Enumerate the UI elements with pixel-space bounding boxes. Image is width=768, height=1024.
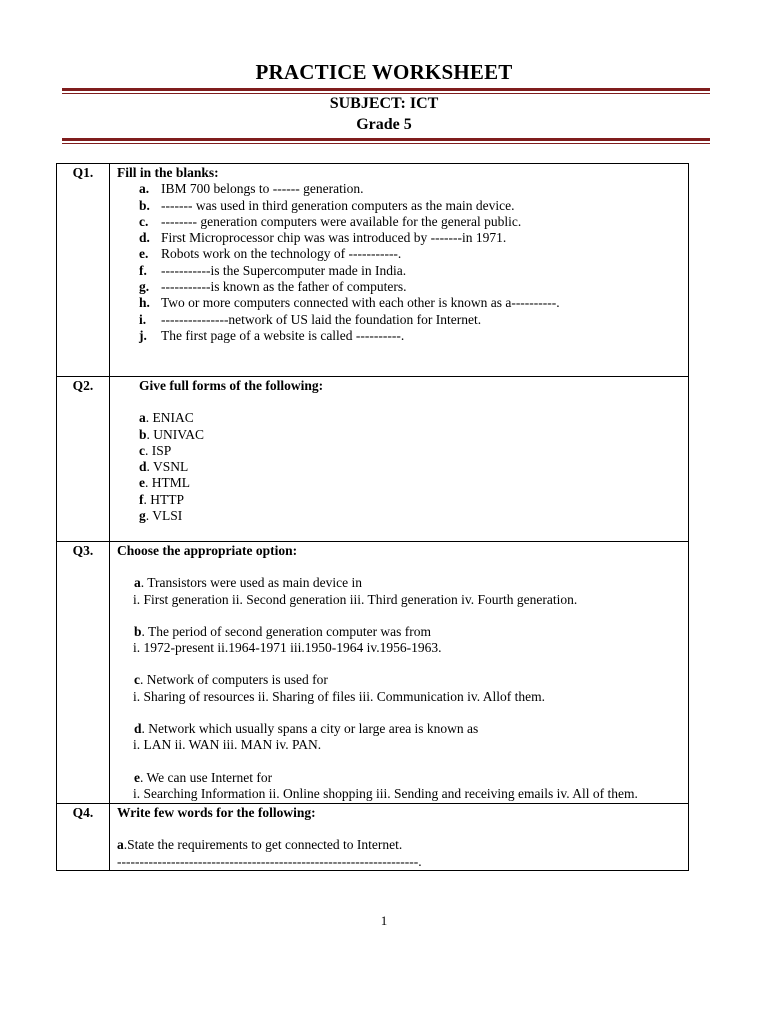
list-item: [117, 459, 682, 475]
mcq-options: i. First generation ii. Second generation iii. Third generation iv. Fourth generation.: [133, 591, 578, 607]
item-text: . UNIVAC: [146, 426, 205, 442]
item-text: . VLSI: [145, 508, 183, 524]
question-number: Q2.: [57, 377, 110, 542]
question-heading: Choose the appropriate option:: [117, 543, 298, 558]
spacer: [117, 608, 682, 624]
question-heading: Write few words for the following:: [117, 805, 316, 820]
list-item: [117, 328, 682, 344]
item-text: . HTTP: [143, 491, 184, 507]
item-letter: c: [139, 442, 145, 458]
mcq-question: [117, 721, 682, 737]
item-letter: e.: [139, 246, 149, 262]
list-item: [117, 475, 682, 491]
item-text: -----------is the Supercomputer made in India.: [161, 262, 407, 278]
question-body-q2: [110, 377, 689, 542]
item-letter: b.: [139, 197, 150, 213]
question-number: Q4.: [57, 804, 110, 871]
item-letter: e: [134, 769, 140, 785]
item-text: Robots work on the technology of -----------.: [161, 246, 402, 262]
item-letter: d: [139, 459, 147, 475]
mcq-question: [117, 672, 682, 688]
item-letter: c.: [139, 213, 149, 229]
full-forms-list: [117, 410, 682, 524]
item-letter: g: [139, 508, 146, 524]
item-text: . Network of computers is used for: [140, 672, 328, 688]
item-text: -------- generation computers were available for the general public.: [161, 213, 522, 229]
item-letter: j.: [139, 327, 147, 343]
item-text: The first page of a website is called ----------.: [161, 327, 405, 343]
list-item: [117, 214, 682, 230]
item-letter: f.: [139, 262, 147, 278]
item-text: First Microprocessor chip was was introduced by -------in 1971.: [161, 230, 507, 246]
fill-blanks-list: [117, 181, 682, 344]
item-text: IBM 700 belongs to ------ generation.: [161, 181, 364, 197]
mcq-list: [117, 575, 682, 802]
question-row-q4: [57, 804, 689, 871]
item-text: ------- was used in third generation computers as the main device.: [161, 197, 515, 213]
mcq-options: i. LAN ii. WAN iii. MAN iv. PAN.: [133, 737, 322, 753]
list-item: [117, 295, 682, 311]
item-letter: b: [134, 623, 142, 639]
list-item: [117, 508, 682, 524]
item-letter: e: [139, 475, 145, 491]
question-number: Q3.: [57, 542, 110, 804]
question-body-q3: [110, 542, 689, 804]
page-number: 1: [380, 913, 388, 928]
list-item: [117, 410, 682, 426]
item-letter: a.: [139, 181, 150, 197]
mcq-options: i. 1972-present ii.1964-1971 iii.1950-1964 iv.1956-1963.: [133, 640, 442, 656]
mcq-question: [117, 575, 682, 591]
mcq-question: [117, 624, 682, 640]
list-item: [117, 198, 682, 214]
list-item: [117, 279, 682, 295]
question-row-q2: [57, 377, 689, 542]
item-text: . ISP: [145, 442, 172, 458]
item-text: . Transistors were used as main device in: [140, 575, 362, 591]
worksheet-table: [56, 163, 689, 871]
question-row-q3: [57, 542, 689, 804]
subject-label: SUBJECT: ICT: [329, 95, 439, 112]
item-letter: a: [134, 575, 141, 591]
list-item: [117, 443, 682, 459]
item-letter: c: [134, 672, 140, 688]
item-letter: d.: [139, 230, 150, 246]
item-text: . The period of second generation computer was from: [141, 623, 432, 639]
spacer: [117, 754, 682, 770]
question-body-q4: [110, 804, 689, 871]
item-text: . ENIAC: [145, 410, 194, 426]
question-row-q1: [57, 164, 689, 377]
spacer: [117, 656, 682, 672]
title-divider: [62, 88, 710, 94]
header-divider: [62, 138, 710, 144]
mcq-options: i. Searching Information ii. Online shopping iii. Sending and receiving emails iv. All of them.: [133, 785, 638, 801]
list-item: [117, 427, 682, 443]
item-text: . HTML: [145, 475, 190, 491]
item-text: . We can use Internet for: [140, 769, 273, 785]
mcq-question: [117, 770, 682, 786]
item-text: Two or more computers connected with each other is known as a----------.: [161, 295, 560, 311]
item-letter: a: [139, 410, 146, 426]
spacer: [117, 705, 682, 721]
question-heading: Give full forms of the following:: [139, 378, 324, 393]
question-body-q1: [110, 164, 689, 377]
short-answer-item: [117, 837, 682, 853]
grade-label: Grade 5: [356, 116, 412, 133]
item-text: . VSNL: [146, 459, 189, 475]
question-number: Q1.: [57, 164, 110, 377]
list-item: [117, 246, 682, 262]
mcq-options: i. Sharing of resources ii. Sharing of files iii. Communication iv. Allof them.: [133, 688, 545, 704]
item-letter: b: [139, 426, 147, 442]
list-item: [117, 263, 682, 279]
item-text: . Network which usually spans a city or large area is known as: [141, 721, 479, 737]
list-item: [117, 181, 682, 197]
list-item: [117, 312, 682, 328]
item-letter: f: [139, 491, 144, 507]
list-item: [117, 492, 682, 508]
item-letter: i.: [139, 311, 147, 327]
item-text: ---------------network of US laid the foundation for Internet.: [161, 311, 482, 327]
item-text: -----------is known as the father of computers.: [161, 279, 407, 295]
item-letter: g.: [139, 279, 150, 295]
item-letter: h.: [139, 295, 150, 311]
item-letter: a: [117, 837, 124, 853]
list-item: [117, 230, 682, 246]
worksheet-title: PRACTICE WORKSHEET: [255, 60, 513, 84]
item-letter: d: [134, 721, 142, 737]
question-heading: Fill in the blanks:: [117, 165, 219, 180]
item-text: .State the requirements to get connected to Internet.: [123, 837, 403, 853]
answer-line: -------------------------------------------------------------------.: [117, 853, 422, 869]
